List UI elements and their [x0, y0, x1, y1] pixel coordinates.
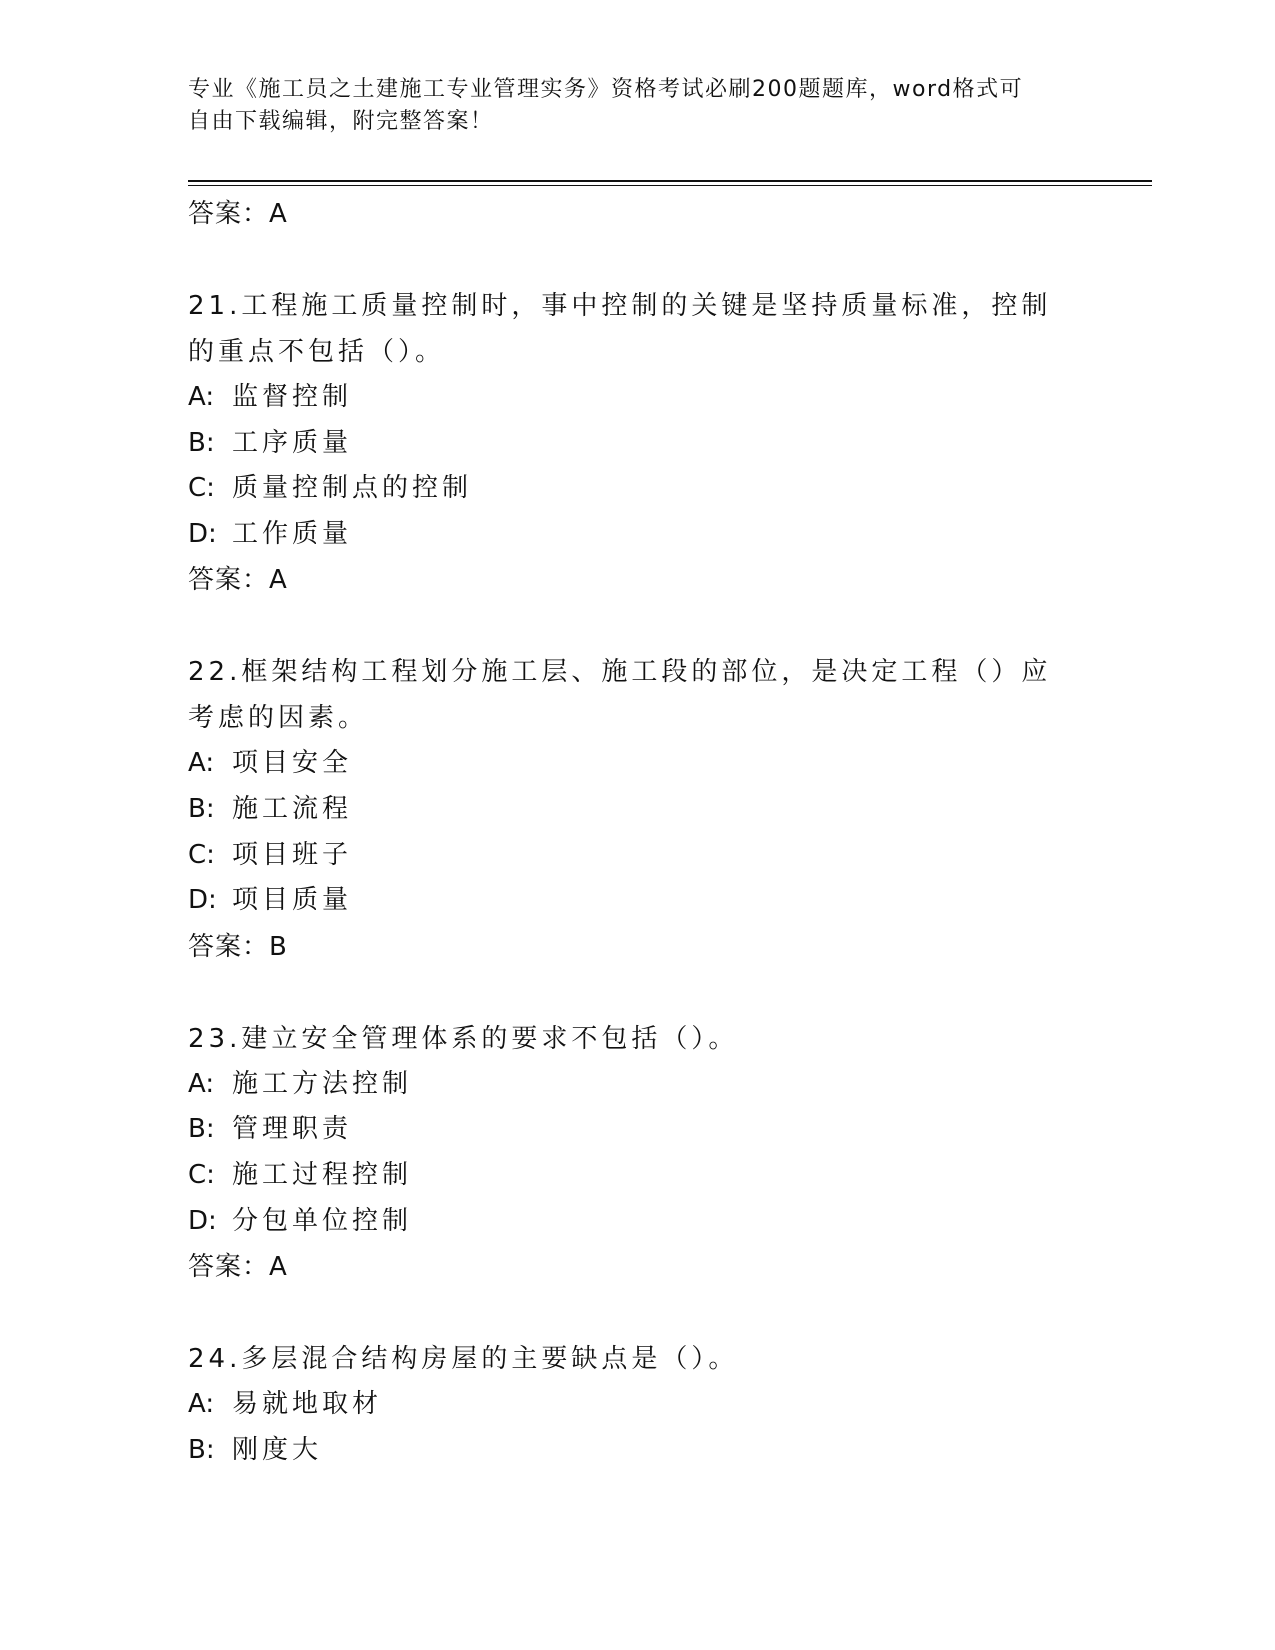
option-a [188, 375, 1068, 421]
answer-label: 答案： [188, 565, 270, 596]
option-c [188, 833, 1068, 879]
header-line-2: 自由下载编辑，附完整答案！ [188, 109, 494, 134]
option-a [188, 741, 1068, 787]
question-item [188, 1336, 1068, 1473]
option-a [188, 1382, 1068, 1428]
question-stem: 24.多层混合结构房屋的主要缺点是（）。 [188, 1344, 739, 1375]
answer-value: B [269, 931, 288, 962]
question-stem: 22.框架结构工程划分施工层、施工段的部位，是决定工程（）应考虑的因素。 [188, 657, 1052, 734]
answer-line [188, 924, 1068, 970]
option-text: 管理职责 [232, 1114, 353, 1145]
option-d [188, 1199, 1068, 1245]
question-stem: 23.建立安全管理体系的要求不包括（）。 [188, 1023, 739, 1054]
option-letter: B: [188, 1114, 215, 1145]
option-text: 施工流程 [232, 793, 353, 824]
option-letter: A: [188, 748, 215, 779]
option-text: 项目安全 [232, 748, 353, 779]
question-item [188, 1016, 1068, 1290]
option-letter: B: [188, 1434, 215, 1465]
option-letter: A: [188, 1389, 215, 1420]
question-list [188, 191, 1068, 1473]
header-divider-thin [188, 185, 1152, 186]
document-header [188, 74, 1068, 138]
option-text: 施工过程控制 [232, 1159, 413, 1190]
option-letter: B: [188, 793, 215, 824]
option-d [188, 512, 1068, 558]
option-c [188, 466, 1068, 512]
option-c [188, 1153, 1068, 1199]
question-item [188, 649, 1068, 969]
option-letter: D: [188, 1205, 217, 1236]
option-d [188, 878, 1068, 924]
option-b [188, 1428, 1068, 1474]
option-letter: C: [188, 839, 215, 870]
option-text: 工序质量 [232, 427, 353, 458]
answer-line [188, 1244, 1068, 1290]
option-b [188, 421, 1068, 467]
option-letter: A: [188, 1068, 215, 1099]
answer-line [188, 557, 1068, 603]
option-letter: B: [188, 427, 215, 458]
option-text: 易就地取材 [232, 1389, 383, 1420]
option-text: 质量控制点的控制 [232, 473, 473, 504]
answer-label: 答案： [188, 1252, 270, 1283]
option-letter: A: [188, 382, 215, 412]
option-b [188, 787, 1068, 833]
answer-value: A [269, 1252, 288, 1283]
option-text: 刚度大 [232, 1434, 323, 1465]
option-text: 施工方法控制 [232, 1068, 413, 1099]
option-text: 项目质量 [232, 885, 353, 916]
question-item [188, 283, 1068, 603]
answer-value: A [269, 565, 288, 596]
header-divider [188, 180, 1152, 182]
answer-label: 答案： [188, 931, 270, 962]
option-text: 工作质量 [232, 518, 353, 549]
option-letter: C: [188, 1159, 215, 1190]
answer-value: A [269, 199, 288, 229]
option-b [188, 1107, 1068, 1153]
option-letter: D: [188, 518, 217, 549]
answer-label: 答案： [188, 199, 270, 229]
option-letter: D: [188, 885, 217, 916]
option-text: 监督控制 [232, 382, 353, 412]
header-line-1: 专业《施工员之土建施工专业管理实务》资格考试必刷200题题库，word格式可 [188, 77, 1024, 102]
option-a [188, 1062, 1068, 1108]
answer-line [188, 191, 1068, 237]
option-text: 分包单位控制 [232, 1205, 413, 1236]
option-letter: C: [188, 473, 215, 504]
option-text: 项目班子 [232, 839, 353, 870]
question-stem: 21.工程施工质量控制时，事中控制的关键是坚持质量标准，控制的重点不包括（）。 [188, 291, 1052, 367]
